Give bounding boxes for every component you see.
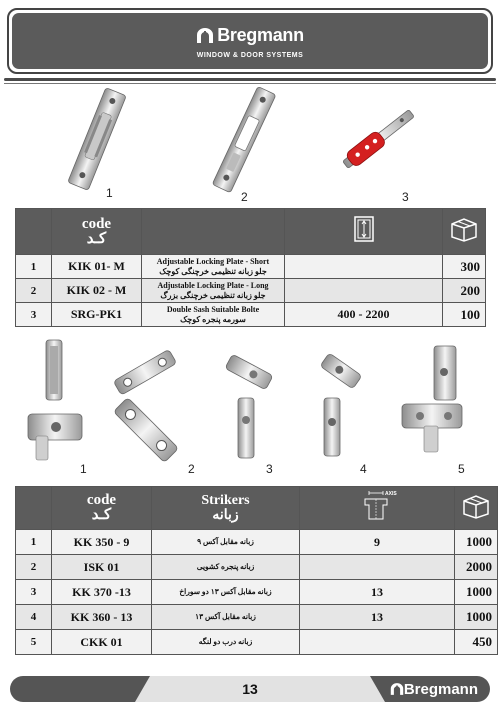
product-description: Adjustable Locking Plate - Long جلو زبانه تنظیمی خرچنگی بزرگ: [142, 279, 285, 303]
header-quantity: [455, 487, 498, 530]
header-size: [285, 209, 443, 255]
figure-number: 3: [402, 190, 409, 204]
product-axis: 13: [300, 605, 455, 630]
product-description: زبانه پنجره کشویی: [152, 555, 300, 580]
product-axis: [300, 555, 455, 580]
svg-text:AXIS: AXIS: [385, 490, 397, 497]
header-axis: [300, 487, 455, 530]
locking-plates-table: [15, 208, 486, 327]
strikers-table: [15, 486, 498, 655]
tagline: WINDOW & DOOR SYSTEMS: [196, 52, 304, 59]
table-row: 2 KIK 02 - M Adjustable Locking Plate - Long جلو زبانه تنظیمی خرچنگی بزرگ 200: [16, 279, 486, 303]
box-icon: [450, 216, 478, 242]
figure-number: 2: [188, 462, 195, 476]
table-header: [16, 209, 486, 255]
product-quantity: 450: [455, 630, 498, 655]
striker-image-5: [394, 340, 484, 458]
striker-image-1: [22, 336, 92, 466]
product-code: ISK 01: [52, 555, 152, 580]
product-axis: 9: [300, 530, 455, 555]
table-row: 1 KIK 01- M Adjustable Locking Plate - Short جلو زبانه تنظیمی خرچنگی کوچک 300: [16, 255, 486, 279]
bregmann-logo-icon: [196, 28, 214, 43]
product-code: KK 370 -13: [52, 580, 152, 605]
product-description: زبانه مقابل آکس ۱۳: [152, 605, 300, 630]
product-description: زبانه مقابل آکس ۹: [152, 530, 300, 555]
header-strikers: Strikers زبانه: [152, 487, 300, 530]
box-icon: [462, 493, 490, 519]
table-row: 1 KK 350 - 9 زبانه مقابل آکس ۹ 9 1000: [16, 530, 498, 555]
header-index: [16, 487, 52, 530]
product-image-3: [330, 94, 430, 188]
figure-number: 2: [241, 190, 248, 204]
figure-number: 5: [458, 462, 465, 476]
product-image-2: [200, 84, 290, 196]
footer-brand: Bregmann: [390, 681, 478, 698]
page-footer: [10, 676, 490, 702]
table-row: 2 ISK 01 زبانه پنجره کشویی 2000: [16, 555, 498, 580]
header-index: [16, 209, 52, 255]
product-size: 400 - 2200: [285, 303, 443, 327]
product-code: KK 360 - 13: [52, 605, 152, 630]
product-quantity: 1000: [455, 605, 498, 630]
bregmann-logo-icon: [390, 683, 404, 695]
product-axis: 13: [300, 580, 455, 605]
header-rule: [4, 78, 496, 81]
striker-image-2: [104, 344, 188, 468]
product-code: KK 350 - 9: [52, 530, 152, 555]
product-quantity: 1000: [455, 530, 498, 555]
figure-number: 1: [106, 186, 113, 200]
product-quantity: 300: [443, 255, 486, 279]
table-header: [16, 487, 498, 530]
product-image-1: [52, 86, 142, 192]
product-description: Double Sash Suitable Bolte سورمه پنجره کوچک: [142, 303, 285, 327]
table-row: 4 KK 360 - 13 زبانه مقابل آکس ۱۳ 13 1000: [16, 605, 498, 630]
axis-profile-icon: [359, 489, 395, 523]
table-row: 5 CKK 01 زبانه درب دو لنگه 450: [16, 630, 498, 655]
product-description: زبانه مقابل آکس ۱۳ دو سوراخ: [152, 580, 300, 605]
figure-number: 1: [80, 462, 87, 476]
product-size: [285, 279, 443, 303]
product-quantity: 2000: [455, 555, 498, 580]
header-code: code کـد: [52, 487, 152, 530]
table-row: 3 KK 370 -13 زبانه مقابل آکس ۱۳ دو سوراخ 13 1000: [16, 580, 498, 605]
product-axis: [300, 630, 455, 655]
striker-image-3: [218, 342, 280, 466]
header-code: code کـد: [52, 209, 142, 255]
page-number: 13: [242, 681, 258, 697]
figure-number: 3: [266, 462, 273, 476]
figure-number: 4: [360, 462, 367, 476]
product-code: CKK 01: [52, 630, 152, 655]
product-code: KIK 02 - M: [52, 279, 142, 303]
product-quantity: 1000: [455, 580, 498, 605]
table-row: 3 SRG-PK1 Double Sash Suitable Bolte سورمه پنجره کوچک 400 - 2200 100: [16, 303, 486, 327]
header-quantity: [443, 209, 486, 255]
product-quantity: 100: [443, 303, 486, 327]
header-description: [142, 209, 285, 255]
brand-title: Bregmann: [12, 25, 488, 46]
product-code: KIK 01- M: [52, 255, 142, 279]
product-code: SRG-PK1: [52, 303, 142, 327]
header-banner: [12, 13, 488, 69]
product-description: Adjustable Locking Plate - Short جلو زبانه تنظیمی خرچنگی کوچک: [142, 255, 285, 279]
striker-image-4: [308, 338, 370, 464]
page-header: [7, 8, 493, 74]
product-quantity: 200: [443, 279, 486, 303]
product-size: [285, 255, 443, 279]
window-frame-icon: [354, 216, 374, 242]
product-description: زبانه درب دو لنگه: [152, 630, 300, 655]
